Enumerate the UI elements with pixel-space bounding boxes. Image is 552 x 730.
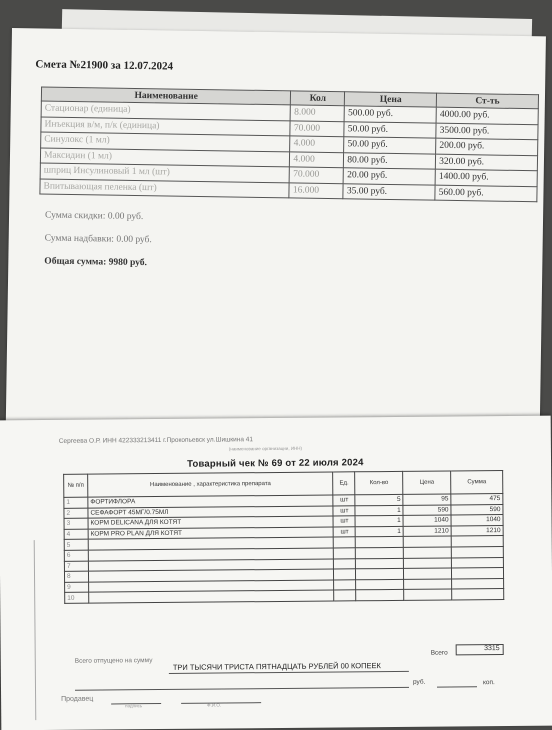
estimate-item-qty: 70.000 <box>290 167 344 183</box>
receipt-item-sum <box>451 557 503 568</box>
receipt-total-value: 3315 <box>456 644 504 655</box>
estimate-item-cost: 3500.00 руб. <box>436 123 538 140</box>
estimate-item-cost: 4000.00 руб. <box>436 107 538 124</box>
receipt-item-unit: шт <box>333 516 355 527</box>
estimate-item-qty: 8.000 <box>291 105 345 121</box>
estimate-item-price: 50.00 руб. <box>344 137 436 154</box>
estimate-item-name: Максидин (1 мл) <box>40 147 290 166</box>
receipt-item-unit <box>334 590 356 601</box>
receipt-item-qty <box>356 537 404 548</box>
receipt-item-num: 8 <box>64 571 88 582</box>
receipt-col-num: № п/п <box>64 474 88 497</box>
receipt-title: Товарный чек № 69 от 22 июля 2024 <box>186 457 364 470</box>
estimate-item-qty: 16.000 <box>289 182 343 198</box>
receipt-seller-label: Продавец <box>61 695 94 703</box>
estimate-item-qty: 4.000 <box>290 151 344 167</box>
receipt-item-unit: шт <box>334 527 356 538</box>
receipt-item-num: 3 <box>64 518 88 529</box>
estimate-item-price: 80.00 руб. <box>344 152 436 169</box>
estimate-item-name: Инъекция в/м, п/к (единица) <box>41 116 291 135</box>
receipt-item-price: 590 <box>403 505 451 516</box>
receipt-item-sum: 1210 <box>451 525 503 536</box>
fio-line <box>181 702 261 704</box>
receipt-item-sum <box>452 578 504 589</box>
receipt-item-unit <box>334 548 356 559</box>
estimate-table <box>39 86 539 202</box>
receipt-item-name: КОРМ PRO PLAN ДЛЯ КОТЯТ <box>88 527 334 540</box>
receipt-rub-label: руб. <box>412 678 426 686</box>
receipt-col-unit: Ед. <box>333 472 355 495</box>
receipt-col-sum: Сумма <box>451 471 503 494</box>
receipt-sum-label: Всего отпущено на сумму <box>74 657 153 665</box>
estimate-item-cost: 560.00 руб. <box>435 185 537 202</box>
margin-line <box>34 540 37 720</box>
receipt-sum-words: ТРИ ТЫСЯЧИ ТРИСТА ПЯТНАДЦАТЬ РУБЛЕЙ 00 КОПЕЕК <box>172 661 381 672</box>
receipt-kop-label: коп. <box>482 679 495 687</box>
estimate-item-price: 35.00 руб. <box>343 183 435 200</box>
receipt-item-unit <box>334 580 356 591</box>
receipt-item-qty: 1 <box>355 505 403 516</box>
estimate-item-qty: 4.000 <box>290 136 344 152</box>
receipt-item-num: 6 <box>64 550 88 561</box>
receipt-total-label: Всего <box>430 649 448 657</box>
receipt-item-unit: шт <box>333 495 355 506</box>
receipt-item-name: КОРМ DELICANA ДЛЯ КОТЯТ <box>88 516 334 529</box>
receipt-item-sum <box>452 568 504 579</box>
receipt-col-name: Наименование , характеристика препарата <box>88 472 334 497</box>
receipt-item-num: 2 <box>64 508 88 519</box>
sum-underline-2 <box>75 687 409 691</box>
receipt-item-num: 7 <box>64 561 88 572</box>
estimate-item-name: шприц Инсулиновый 1 мл (шт) <box>40 163 290 182</box>
receipt-item-num: 5 <box>64 540 88 551</box>
receipt-item-sum: 475 <box>451 494 503 505</box>
receipt-item-qty <box>356 569 404 580</box>
kop-underline <box>437 686 477 687</box>
receipt-item-name: СЕФАФОРТ 45МГ/0.75МЛ <box>88 506 334 519</box>
receipt-item-price <box>404 568 452 579</box>
estimate-item-qty: 70.000 <box>290 120 344 136</box>
receipt-item-price: 95 <box>403 494 451 505</box>
estimate-discount: Сумма скидки: 0.00 руб. <box>44 210 144 223</box>
receipt-item-qty <box>356 558 404 569</box>
receipt-item-unit <box>334 537 356 548</box>
receipt-item-sum <box>452 589 504 600</box>
receipt-item-sum <box>451 536 503 547</box>
receipt-item-num: 4 <box>64 529 88 540</box>
receipt-item-num: 1 <box>64 497 88 508</box>
estimate-sheet <box>6 28 546 436</box>
receipt-item-qty <box>356 579 404 590</box>
receipt-item-sum <box>451 546 503 557</box>
receipt-item-num: 9 <box>65 582 89 593</box>
receipt-item-num: 10 <box>65 592 89 603</box>
receipt-table <box>63 470 504 604</box>
receipt-item-qty: 5 <box>355 494 403 505</box>
fio-caption: Ф.И.О. <box>207 702 222 708</box>
estimate-item-name: Стационар (единица) <box>41 101 291 120</box>
estimate-item-cost: 1400.00 руб. <box>435 169 537 186</box>
receipt-item-unit <box>334 569 356 580</box>
estimate-item-name: Синулокс (1 мл) <box>41 132 291 151</box>
estimate-title: Смета №21900 за 12.07.2024 <box>35 58 174 73</box>
receipt-item-price <box>404 547 452 558</box>
receipt-sheet <box>0 416 552 730</box>
receipt-organization: Сергеева О.Р. ИНН 422333213411 г.Прокопьевск ул.Шишкина 41 <box>58 436 254 445</box>
estimate-item-cost: 200.00 руб. <box>436 138 538 155</box>
receipt-item-price: 1210 <box>403 526 451 537</box>
estimate-col-price: Цена <box>345 92 437 107</box>
receipt-item-unit: шт <box>333 505 355 516</box>
estimate-item-cost: 320.00 руб. <box>436 154 538 171</box>
receipt-item-unit <box>334 558 356 569</box>
receipt-item-price: 1040 <box>403 515 451 526</box>
estimate-markup: Сумма надбавки: 0.00 руб. <box>44 233 152 246</box>
receipt-item-price <box>404 558 452 569</box>
receipt-item-price <box>404 579 452 590</box>
receipt-item-name: ФОРТИФЛОРА <box>88 495 334 508</box>
receipt-item-sum: 590 <box>451 504 503 515</box>
signature-caption: подпись <box>125 703 143 709</box>
receipt-item-qty <box>356 590 404 601</box>
estimate-item-price: 20.00 руб. <box>343 168 435 185</box>
receipt-item-qty: 1 <box>355 516 403 527</box>
receipt-item-sum: 1040 <box>451 515 503 526</box>
estimate-col-qty: Кол <box>291 91 345 106</box>
receipt-item-qty <box>356 547 404 558</box>
estimate-col-name: Наименование <box>41 87 291 105</box>
receipt-item-name <box>89 590 335 603</box>
estimate-col-cost: Ст-ть <box>436 93 538 109</box>
receipt-item-qty: 1 <box>355 526 403 537</box>
estimate-item-price: 50.00 руб. <box>344 121 436 138</box>
receipt-col-price: Цена <box>403 471 451 494</box>
receipt-item-price <box>404 589 452 600</box>
estimate-item-name: Впитывающая пеленка (шт) <box>40 178 290 197</box>
estimate-item-price: 500.00 руб. <box>344 106 436 123</box>
estimate-total: Общая сумма: 9980 руб. <box>44 256 147 269</box>
receipt-col-qty: Кол-во <box>355 471 403 494</box>
receipt-organization-note: (наименование организации, ИНН) <box>228 445 303 452</box>
receipt-item-price <box>403 536 451 547</box>
